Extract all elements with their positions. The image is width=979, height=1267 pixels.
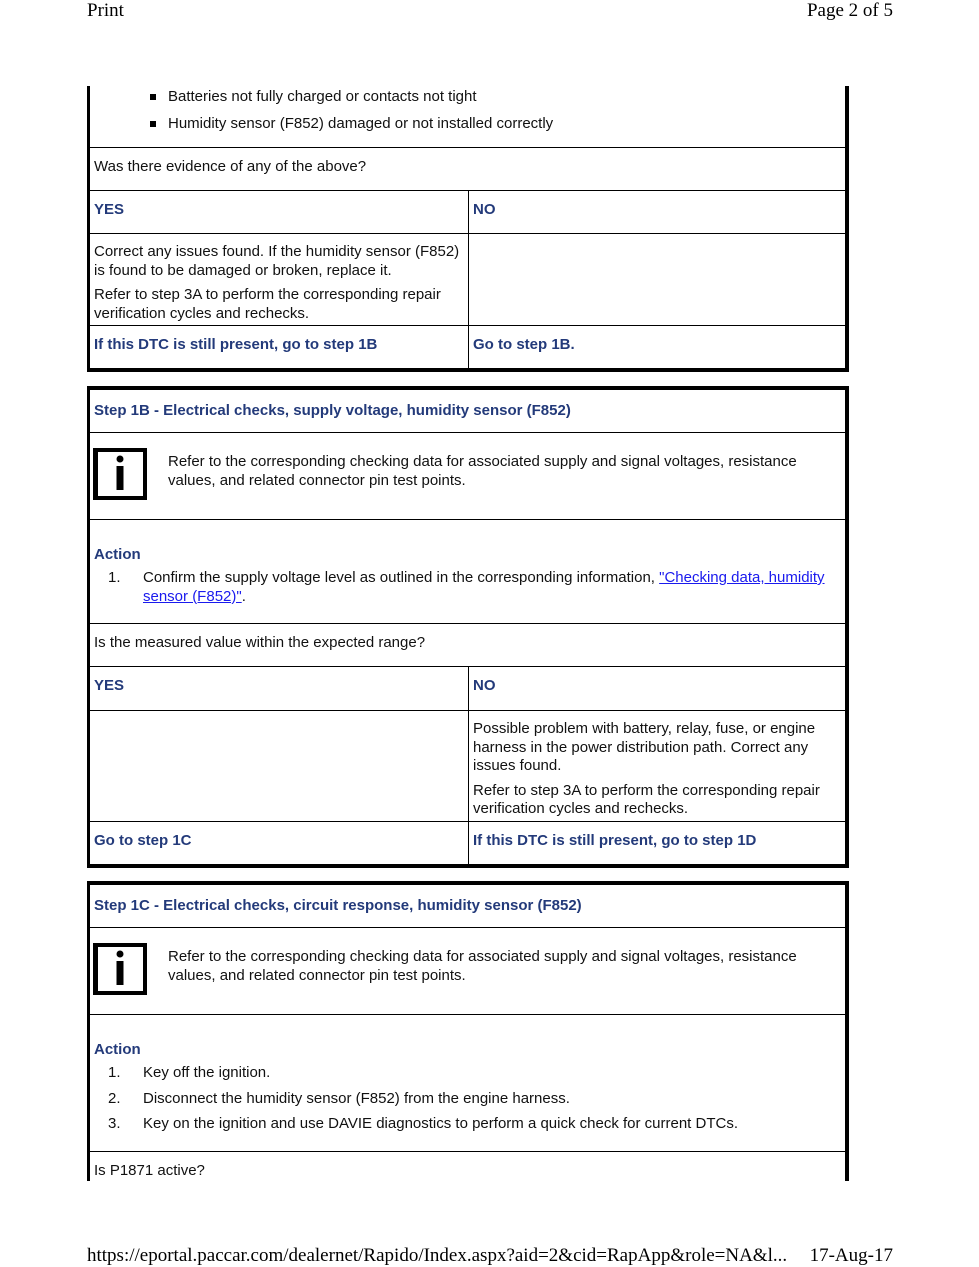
bullet-item: Batteries not fully charged or contacts not tight [90, 88, 845, 106]
yes-body-text: Refer to step 3A to perform the corresponding repair verification cycles and rechecks. [94, 286, 441, 322]
yes-no-body [90, 234, 845, 326]
info-icon [93, 941, 147, 995]
bullet-item: Humidity sensor (F852) damaged or not installed correctly [90, 115, 845, 133]
action-row [90, 520, 845, 624]
step-1b-table [87, 386, 849, 868]
action-row [90, 1015, 845, 1152]
no-next-step: If this DTC is still present, go to step 1D [473, 832, 757, 849]
no-next-step: Go to step 1B. [473, 336, 575, 353]
yes-label: YES [94, 677, 125, 694]
no-body-text: Refer to step 3A to perform the corresponding repair verification cycles and rechecks. [473, 781, 820, 817]
yes-no-next [90, 326, 845, 368]
action-item: 1. Key off the ignition. [108, 1064, 271, 1081]
question-row [90, 1152, 845, 1185]
question-text: Is P1871 active? [94, 1162, 205, 1179]
yes-no-header [90, 667, 845, 711]
page-url: https://eportal.paccar.com/dealernet/Rapido/Index.aspx?aid=2&cid=RapApp&role=NA&l... [87, 1245, 788, 1266]
info-text: Refer to the corresponding checking data for associated supply and signal voltages, resistance values, and related connector pin test points. [168, 948, 797, 984]
info-icon [93, 446, 147, 500]
action-label: Action [94, 546, 141, 563]
action-item: 2. Disconnect the humidity sensor (F852) from the engine harness. [108, 1089, 570, 1107]
no-label: NO [473, 677, 496, 694]
yes-no-next [90, 822, 845, 865]
step-title-row [90, 885, 845, 928]
step-title: Step 1C - Electrical checks, circuit response, humidity sensor (F852) [94, 897, 582, 914]
yes-label: YES [94, 201, 125, 218]
action-label: Action [94, 1041, 141, 1058]
no-body-text: Possible problem with battery, relay, fuse, or engine harness in the power distribution path. Correct any issues found. [473, 720, 816, 774]
question-text: Is the measured value within the expected range? [94, 634, 426, 651]
question-row [90, 148, 845, 191]
info-text: Refer to the corresponding checking data for associated supply and signal voltages, resistance values, and related connector pin test points. [168, 453, 797, 489]
action-item: 1. Confirm the supply voltage level as outlined in the corresponding information, "Checking data, humidity sensor (F852)". [108, 569, 825, 605]
info-row [90, 433, 845, 520]
no-label: NO [473, 201, 496, 218]
step-title: Step 1B - Electrical checks, supply voltage, humidity sensor (F852) [94, 402, 571, 419]
yes-next-step: Go to step 1C [94, 832, 192, 849]
question-text: Was there evidence of any of the above? [94, 158, 367, 175]
yes-no-body [90, 711, 845, 822]
yes-no-header [90, 191, 845, 234]
info-row [90, 928, 845, 1015]
checking-data-link[interactable]: "Checking data, humidity sensor (F852)" [143, 569, 825, 605]
step-title-row [90, 390, 845, 433]
yes-next-step: If this DTC is still present, go to step 1B [94, 336, 378, 353]
top-table [87, 86, 849, 372]
yes-body-text: Correct any issues found. If the humidity sensor (F852) is found to be damaged or broken, replace it. [94, 243, 460, 279]
step-1c-table [87, 881, 849, 1181]
print-label: Print [87, 0, 124, 21]
question-row [90, 624, 845, 667]
print-date: 17-Aug-17 [809, 1245, 893, 1266]
page-number: Page 2 of 5 [806, 0, 893, 21]
bullet-row [90, 86, 845, 148]
action-item: 3. Key on the ignition and use DAVIE diagnostics to perform a quick check for current DTCs. [108, 1115, 739, 1132]
